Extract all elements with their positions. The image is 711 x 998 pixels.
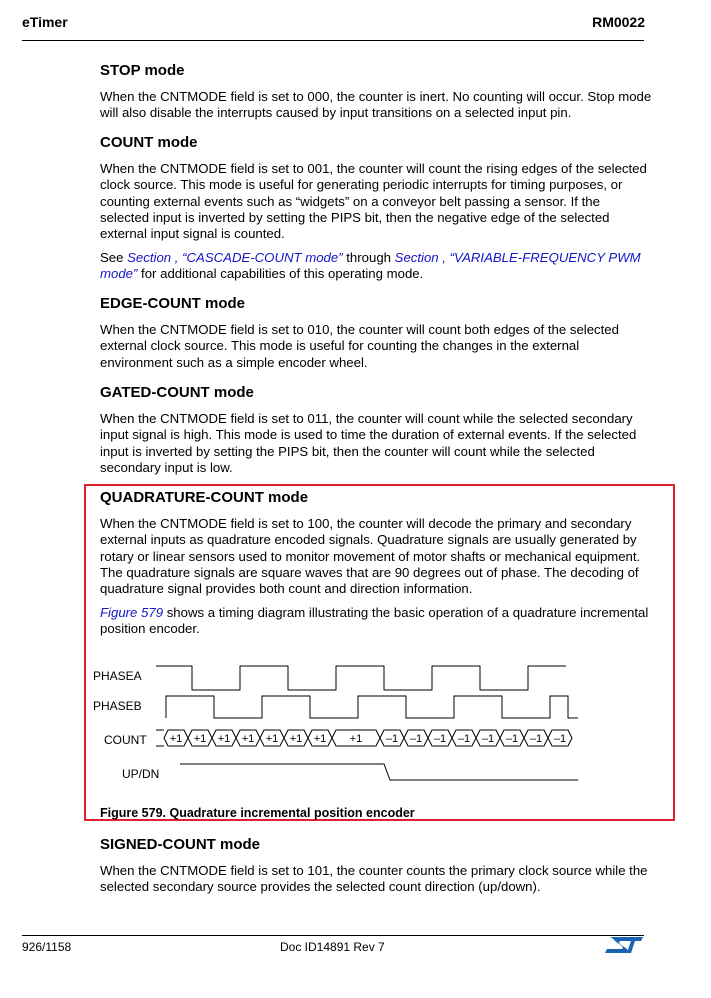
variable-frequency-pwm-link[interactable]: Section , “VARIABLE-FREQUENCY PWM mode”: [100, 250, 641, 282]
edge-count-heading: EDGE-COUNT mode: [100, 295, 246, 312]
signed-count-paragraph: When the CNTMODE field is set to 101, the counter counts the primary clock source while the selected secondary source provides the selected count direction (up/down).: [100, 863, 648, 895]
phaseb-label: PHASEB: [93, 699, 142, 713]
header-section-title: eTimer: [22, 14, 68, 30]
doc-id: Doc ID14891 Rev 7: [280, 940, 385, 954]
see-suffix: for additional capabilities of this operating mode.: [137, 266, 424, 282]
figure-579-link[interactable]: Figure 579: [100, 605, 164, 620]
count-value-label: –1: [553, 733, 567, 745]
quadrature-count-heading: QUADRATURE-COUNT mode: [100, 489, 309, 506]
count-value-label: +1: [169, 733, 183, 745]
header-doc-code: RM0022: [592, 14, 645, 30]
figure-reference-text: shows a timing diagram illustrating the basic operation of a quadrature incremental position encoder.: [100, 605, 649, 637]
see-prefix: See: [100, 250, 128, 265]
updn-waveform: [180, 764, 578, 780]
count-value-label: –1: [481, 733, 495, 745]
count-bus: [156, 730, 572, 746]
count-value-label: +1: [217, 733, 231, 745]
count-mode-paragraph: When the CNTMODE field is set to 001, the counter will count the rising edges of the selected clock source. This mode is useful for generating periodic interrupts for timing purposes, or counting external events such as “widgets” on a conveyor belt passing a sensor. If the selected input is inverted by setting the PIPS bit, then the negative edge of the selected external input signal is counted.: [100, 161, 647, 242]
phasea-waveform: [156, 666, 566, 690]
count-value-label: –1: [433, 733, 447, 745]
count-value-label: +1: [241, 733, 255, 745]
quadrature-timing-diagram: [88, 656, 588, 791]
count-value-label: –1: [457, 733, 471, 745]
through-text: through: [342, 250, 395, 265]
count-value-label: +1: [193, 733, 207, 745]
count-value-label: –1: [409, 733, 423, 745]
page-number: 926/1158: [22, 940, 72, 954]
count-mode-heading: COUNT mode: [100, 134, 198, 151]
count-mode-see-paragraph: [100, 250, 652, 283]
stop-mode-heading: STOP mode: [100, 62, 185, 79]
stop-mode-paragraph: When the CNTMODE field is set to 000, the counter is inert. No counting will occur. Stop mode will also disable the interrupts caused by input transitions on a selected input pin.: [100, 89, 652, 121]
gated-count-heading: GATED-COUNT mode: [100, 384, 254, 401]
count-bus-lead: [156, 730, 164, 746]
count-value-label: –1: [385, 733, 399, 745]
phaseb-waveform: [166, 696, 578, 718]
count-value-label: –1: [505, 733, 519, 745]
updn-label: UP/DN: [122, 767, 160, 781]
count-label: COUNT: [104, 733, 147, 747]
count-value-label: –1: [529, 733, 543, 745]
edge-count-paragraph: When the CNTMODE field is set to 010, the counter will count both edges of the selected external clock source. This mode is useful for counting the changes in the external environment such as a simple encoder wheel.: [100, 322, 619, 370]
phasea-label: PHASEA: [93, 669, 142, 683]
count-value-label: +1: [313, 733, 327, 745]
cascade-count-link[interactable]: Section , “CASCADE-COUNT mode”: [127, 250, 343, 265]
st-logo-icon: [603, 935, 647, 955]
count-value-label: +1: [289, 733, 303, 745]
header-rule: [22, 40, 644, 41]
footer-rule: [22, 935, 644, 936]
count-value-label: +1: [265, 733, 279, 745]
count-value-label: +1: [349, 733, 363, 745]
signed-count-heading: SIGNED-COUNT mode: [100, 836, 261, 853]
gated-count-paragraph: When the CNTMODE field is set to 011, the counter will count while the selected secondary input signal is high. This mode is used to time the duration of external events. If the selected input is inverted by setting the PIPS bit, then the counter will count while the selected secondary input is low.: [100, 411, 637, 475]
figure-reference-paragraph: [100, 605, 652, 638]
figure-caption: Figure 579. Quadrature incremental position encoder: [100, 806, 415, 820]
quadrature-count-paragraph: When the CNTMODE field is set to 100, the counter will decode the primary and secondary external inputs as quadrature encoded signals. Quadrature signals are usually generated by rotary or linear sensors used to monitor movement of motor shafts or mechanical equipment. The quadrature signals are square waves that are 90 degrees out of phase. The decoding of quadrature signal provides both count and direction information.: [100, 516, 641, 597]
